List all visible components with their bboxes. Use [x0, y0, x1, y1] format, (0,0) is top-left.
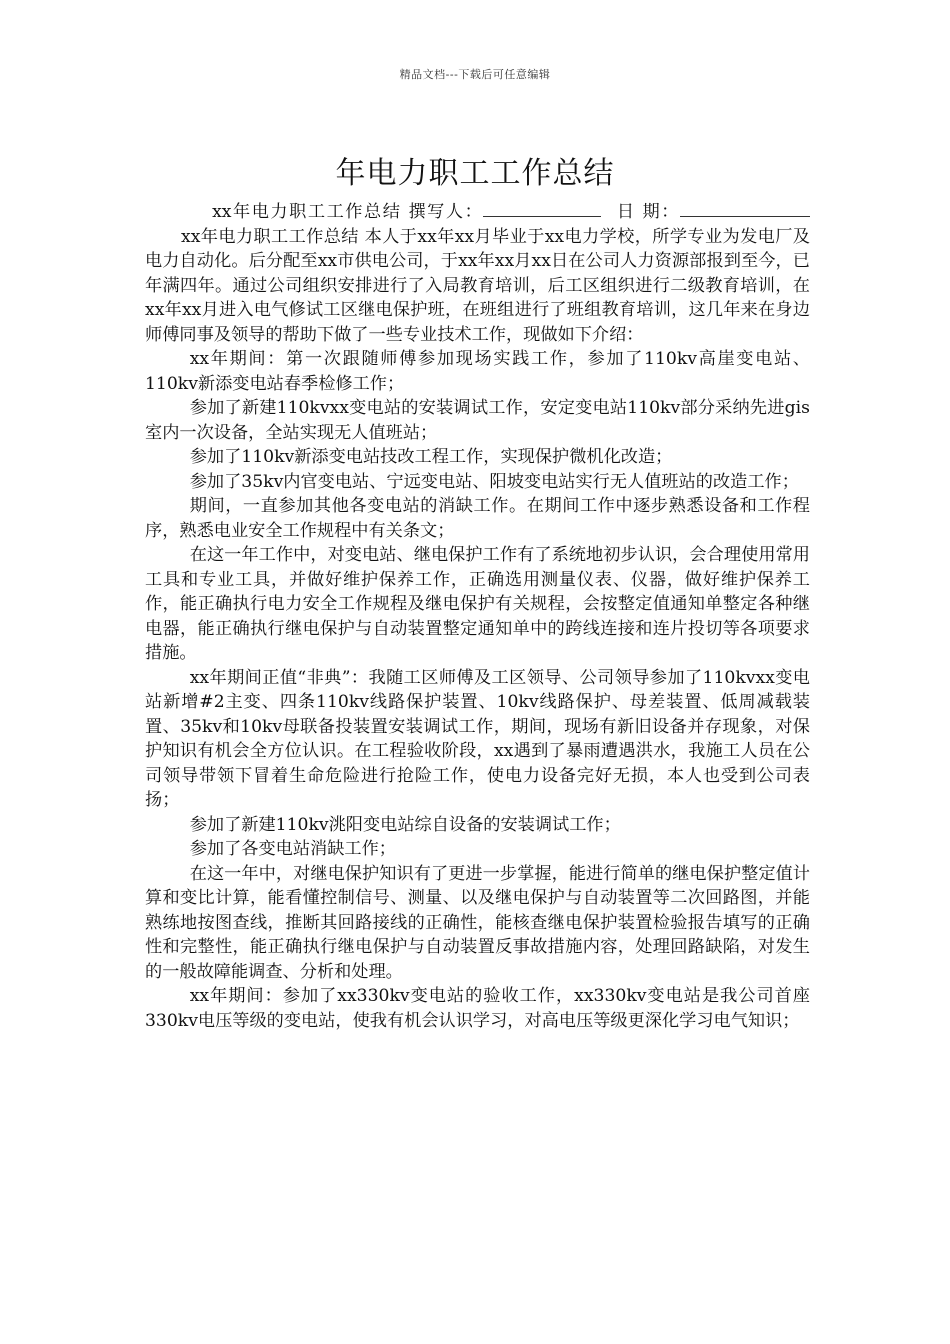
paragraph: 在这一年中，对继电保护知识有了更进一步掌握，能进行简单的继电保护整定值计算和变比计算，能看懂控制信号、测量、以及继电保护与自动装置等二次回路图，并能熟练地按图查线，推断其回路接线的正确性，能核查继电保护装置检验报告填写的正确性和完整性，能正确执行继电保护与自动装置反事故措施内容，处理回路缺陷，对发生的一般故障能调查、分析和处理。 — [145, 863, 810, 982]
paragraph: 参加了35kv内官变电站、宁远变电站、阳坡变电站实行无人值班站的改造工作； — [189, 471, 799, 492]
date-blank-line-cont — [720, 198, 810, 217]
intro-heading-text: xx年电力职工工作总结 撰写人： — [212, 202, 484, 222]
paragraph: xx年期间正值“非典”：我随工区师傅及工区领导、公司领导参加了110kvxx变电站新增#2主变、四条110kv线路保护装置、10kv线路保护、母差装置、低周减载装置、35kv和10kv母联备投装置安装调试工作，期间，现场有新旧设备并存现象，对保护知识有机会全方位认识。在工程验收阶段，xx遇到了暴雨遭遇洪水，我施工人员在公司领导带领下冒着生命危险进行抢险工作，使电力设备完好无损，本人也受到公司表扬； — [145, 667, 810, 810]
paragraph: 参加了新建110kv洮阳变电站综自设备的安装调试工作； — [189, 814, 621, 835]
intro-body-text: xx年电力职工工作总结 本人于xx年xx月毕业于xx电力学校，所学专业为发电厂及电力自动化。后分配至xx市供电公司，于xx年xx月xx日在公司人力资源部报到至今，已年满四年。通过公司组织安排进行了入局教育培训，后工区组织进行二级教育培训，在xx年xx月进入电气修试工区继电保护班，在班组进行了班组教育培训，这几年来在身边师傅同事及领导的帮助下做了一些专业技术工作，现做如下介绍： — [145, 226, 810, 345]
paragraph: xx年期间：第一次跟随师傅参加现场实践工作，参加了110kv高崖变电站、110kv新添变电站春季检修工作； — [145, 349, 810, 394]
paragraph: 参加了各变电站消缺工作； — [189, 839, 396, 859]
document-body — [145, 198, 810, 1033]
date-blank-line — [680, 198, 720, 217]
paragraph: 在这一年工作中，对变电站、继电保护工作有了系统地初步认识，会合理使用常用工具和专业工具，并做好维护保养工作，正确选用测量仪表、仪器，做好维护保养工作，能正确执行电力安全工作规程及继电保护有关规程，会按整定值通知单整定各种继电器，能正确执行继电保护与自动装置整定通知单中的跨线连接和连片投切等各项要求措施。 — [145, 545, 810, 663]
paragraph: 期间，一直参加其他各变电站的消缺工作。在期间工作中逐步熟悉设备和工作程序，熟悉电业安全工作规程中有关条文； — [145, 496, 810, 541]
intro-paragraph — [145, 198, 810, 347]
date-label: 日 期： — [615, 202, 680, 222]
author-blank-line — [483, 198, 601, 217]
paragraph: xx年期间：参加了xx330kv变电站的验收工作，xx330kv变电站是我公司首座330kv电压等级的变电站，使我有机会认识学习，对高电压等级更深化学习电气知识； — [145, 986, 810, 1031]
paragraph: 参加了110kv新添变电站技改工程工作，实现保护微机化改造； — [189, 447, 673, 467]
document-title: 年电力职工工作总结 — [335, 156, 615, 192]
paragraph: 参加了新建110kvxx变电站的安装调试工作，安定变电站110kv部分采纳先进gis室内一次设备，全站实现无人值班站； — [145, 398, 810, 443]
header-note: 精品文档---下载后可任意编辑 — [399, 68, 551, 81]
